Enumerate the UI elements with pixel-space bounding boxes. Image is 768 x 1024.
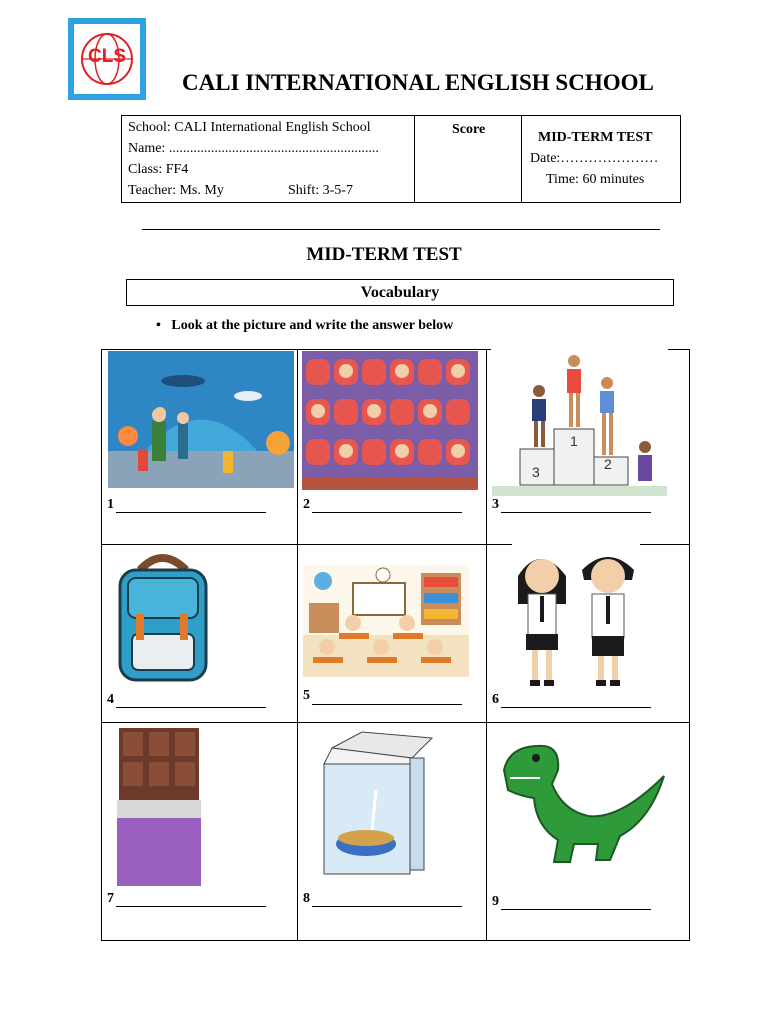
schoolbag-picture [110, 550, 216, 688]
answer-line-2[interactable] [312, 512, 462, 513]
grid-line [220, 544, 512, 545]
page-title: MID-TERM TEST [306, 244, 462, 265]
grid-line [101, 940, 690, 941]
answer-line-7[interactable] [116, 906, 266, 907]
grid-line [689, 349, 690, 941]
date-field[interactable]: Date:………………… [530, 151, 659, 166]
score-label: Score [452, 122, 486, 137]
question-number: 6 [492, 692, 499, 707]
separator-line [142, 229, 660, 230]
instruction [156, 318, 453, 334]
answer-line-6[interactable] [501, 707, 651, 708]
class-line: Class: FF4 [128, 162, 189, 177]
shift-line: Shift: 3-5-7 [288, 183, 353, 198]
question-number: 3 [492, 497, 499, 512]
bullet-icon: • [156, 318, 172, 333]
svg-text:1: 1 [570, 433, 578, 449]
svg-text:3: 3 [532, 464, 540, 480]
time-line: Time: 60 minutes [546, 172, 645, 187]
question-number: 5 [303, 688, 310, 703]
cinema-picture [302, 351, 478, 490]
school-logo [68, 18, 146, 100]
answer-line-4[interactable] [116, 707, 266, 708]
logo-text: CLS [88, 46, 126, 67]
svg-text:2: 2 [604, 456, 612, 472]
classroom-picture [303, 565, 469, 677]
school-line: School: CALI International English School [128, 120, 371, 135]
student-info-table [121, 115, 681, 203]
table-divider [414, 116, 415, 202]
grid-line [486, 349, 487, 941]
cereal-box-picture [314, 730, 434, 876]
answer-line-5[interactable] [312, 704, 462, 705]
grid-line [297, 349, 298, 941]
question-number: 4 [107, 692, 114, 707]
question-number: 9 [492, 894, 499, 909]
question-number: 7 [107, 891, 114, 906]
grid-line [101, 722, 690, 723]
chocolate-picture [117, 726, 201, 886]
question-number: 8 [303, 891, 310, 906]
podium-picture [492, 351, 667, 496]
grid-line [668, 349, 690, 350]
answer-line-9[interactable] [501, 909, 651, 910]
table-divider [521, 116, 522, 202]
answer-line-1[interactable] [116, 512, 266, 513]
section-title: Vocabulary [126, 279, 674, 306]
teacher-line: Teacher: Ms. My [128, 183, 224, 198]
test-label: MID-TERM TEST [538, 130, 653, 145]
grid-line [101, 349, 102, 941]
question-number: 2 [303, 497, 310, 512]
grid-line [101, 349, 491, 350]
grid-line [640, 544, 690, 545]
school-title: CALI INTERNATIONAL ENGLISH SCHOOL [182, 70, 654, 95]
instruction-text: Look at the picture and write the answer below [171, 318, 454, 333]
answer-line-8[interactable] [312, 906, 462, 907]
dinosaur-picture [500, 740, 666, 864]
answer-line-3[interactable] [501, 512, 651, 513]
question-number: 1 [107, 497, 114, 512]
grid-line [101, 544, 221, 545]
aquarium-picture [108, 351, 294, 488]
students-picture [512, 546, 642, 692]
name-field[interactable]: Name: ............................................................ [128, 141, 379, 156]
